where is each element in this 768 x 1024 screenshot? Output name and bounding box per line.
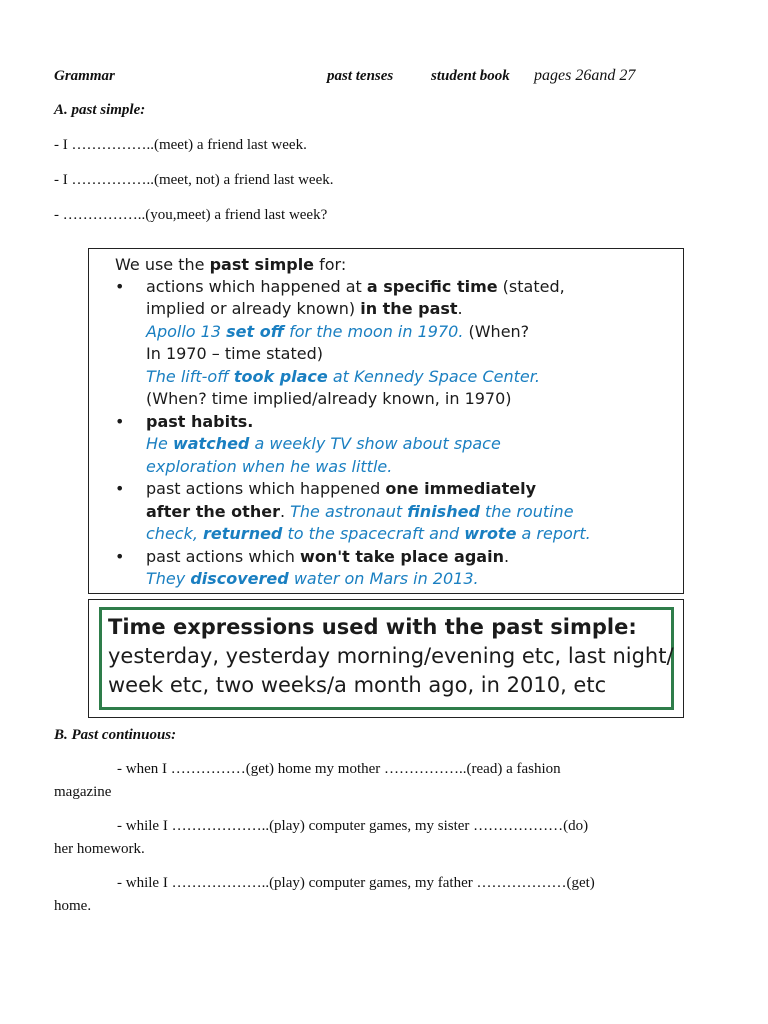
book-label: student book	[431, 68, 510, 84]
exercise-line: - I ……………..(meet) a friend last week.	[54, 137, 307, 153]
example-2-note: (When? time implied/already known, in 1970)	[146, 389, 512, 408]
section-a-title: A. past simple:	[54, 102, 146, 118]
example-4-cont: check, returned to the spacecraft and wrote a report.	[146, 524, 591, 543]
time-expressions-box	[88, 599, 684, 718]
pages-label: pages 26and 27	[534, 67, 636, 84]
exercise-line: - I ……………..(meet, not) a friend last week.	[54, 172, 334, 188]
time-expressions-frame	[99, 607, 674, 710]
past-simple-rules-box	[88, 248, 684, 594]
example-3-cont: exploration when he was little.	[146, 457, 393, 476]
section-b-title: B. Past continuous:	[54, 727, 177, 743]
rule-4: past actions which won't take place again.	[146, 547, 510, 566]
rule-1: actions which happened at a specific time (stated,	[146, 277, 565, 296]
exercise-line: - ……………..(you,meet) a friend last week?	[54, 207, 328, 223]
rule-3: past actions which happened one immediately	[146, 479, 536, 498]
example-5: They discovered water on Mars in 2013.	[146, 569, 479, 588]
exercise-line: - while I ………………..(play) computer games, my father ………………(get)	[117, 875, 595, 891]
example-3: He watched a weekly TV show about space	[146, 434, 501, 453]
bullet-icon: •	[115, 412, 125, 431]
topic-label: past tenses	[327, 68, 394, 84]
exercise-line-cont: magazine	[54, 784, 112, 800]
exercise-line: - when I ……………(get) home my mother ……………..(read) a fashion	[117, 761, 561, 777]
rule-3-cont: after the other. The astronaut finished the routine	[146, 502, 574, 521]
time-expressions-line: week etc, two weeks/a month ago, in 2010, etc	[108, 673, 607, 697]
bullet-icon: •	[115, 277, 125, 296]
rule-2: past habits.	[146, 412, 254, 431]
exercise-line-cont: her homework.	[54, 841, 145, 857]
time-expressions-title: Time expressions used with the past simple:	[108, 615, 637, 639]
exercise-line: - while I ………………..(play) computer games, my sister ………………(do)	[117, 818, 589, 834]
bullet-icon: •	[115, 547, 125, 566]
example-2: The lift-off took place at Kennedy Space Center.	[146, 367, 540, 386]
rules-intro: We use the past simple for:	[115, 255, 347, 274]
rule-1-cont: implied or already known) in the past.	[146, 299, 463, 318]
example-1: Apollo 13 set off for the moon in 1970. (When?	[146, 322, 530, 341]
grammar-label: Grammar	[54, 68, 115, 84]
example-1-note: In 1970 – time stated)	[146, 344, 323, 363]
bullet-icon: •	[115, 479, 125, 498]
time-expressions-line: yesterday, yesterday morning/evening etc, last night/	[108, 644, 674, 668]
exercise-line-cont: home.	[54, 898, 92, 914]
